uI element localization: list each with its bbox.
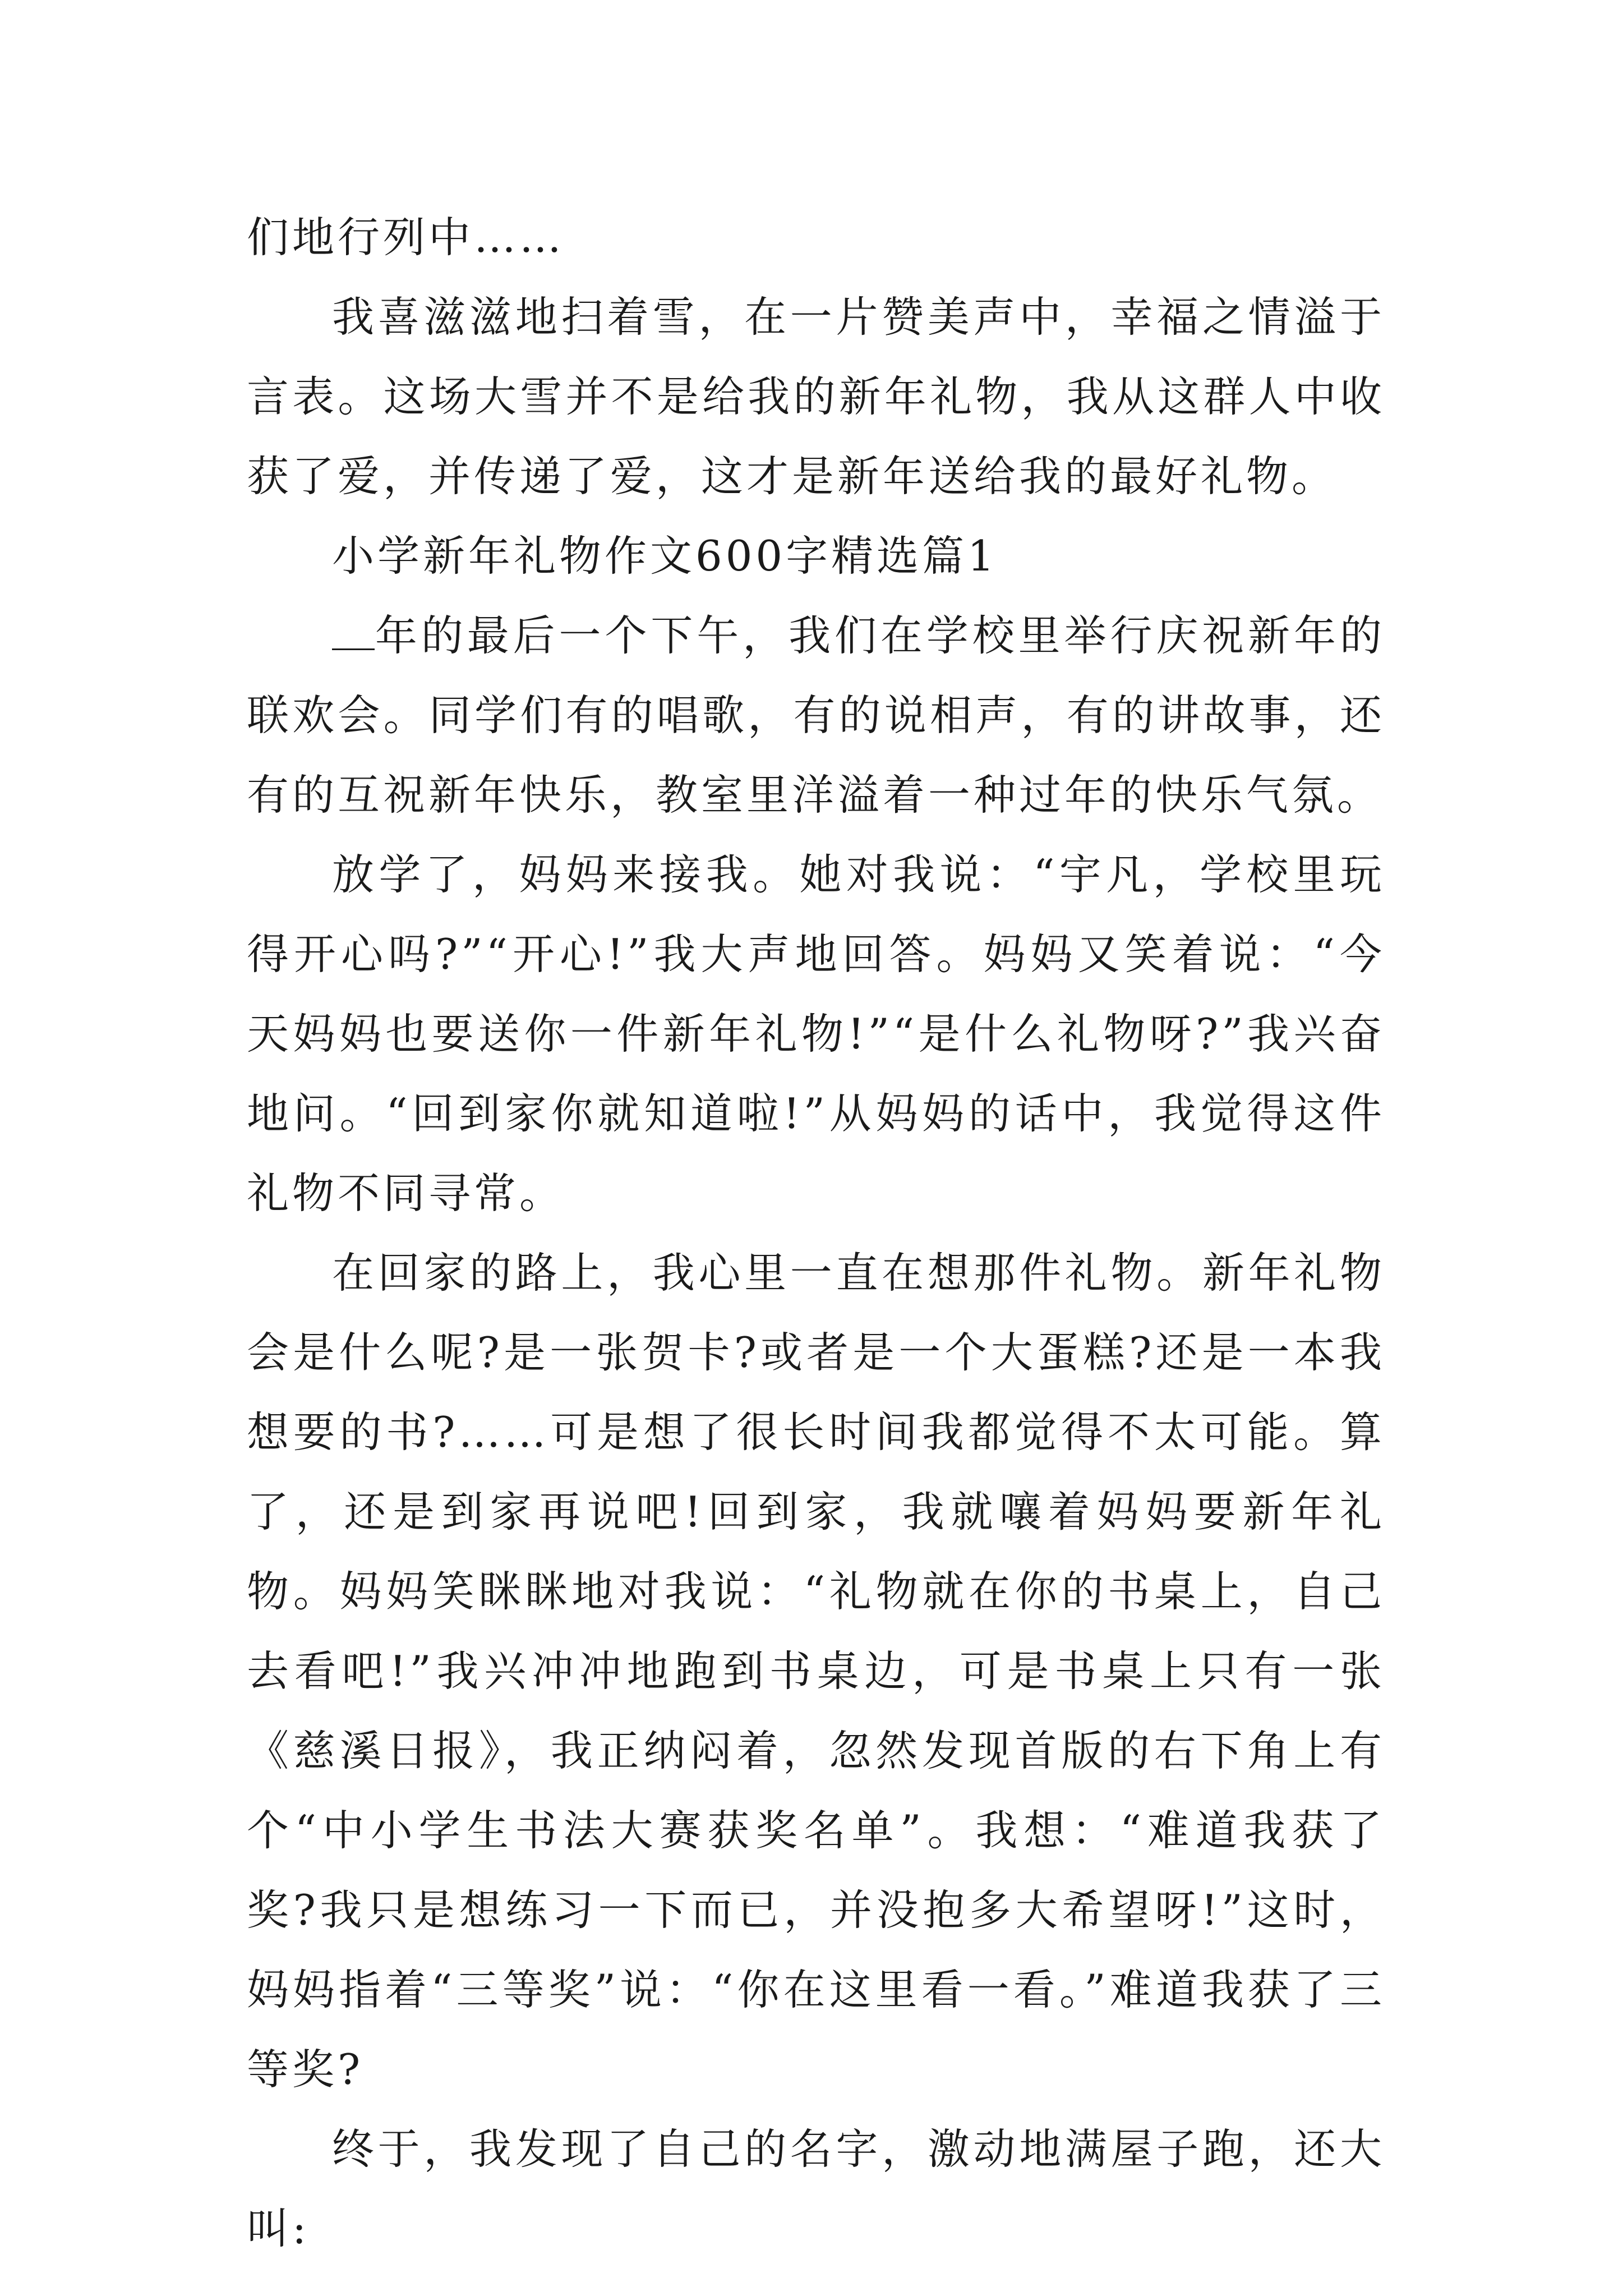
paragraph-after-school: 放学了，妈妈来接我。她对我说：“宇凡，学校里玩得开心吗?”“开心!”我大声地回答。妈妈又笑着说：“今天妈妈也要送你一件新年礼物!”“是什么礼物呀?”我兴奋地问。“回到家你就知道啦!”从妈妈的话中，我觉得这件礼物不同寻常。: [247, 850, 1385, 1218]
article-body: [247, 197, 1385, 2269]
paragraph-new-year-party-text: 年的最后一个下午，我们在学校里举行庆祝新年的联欢会。同学们有的唱歌，有的说相声，有的讲故事，还有的互祝新年快乐，教室里洋溢着一种过年的快乐气氛。: [247, 611, 1385, 820]
paragraph-new-year-party: [247, 596, 1385, 835]
paragraph-way-home: 在回家的路上，我心里一直在想那件礼物。新年礼物会是什么呢?是一张贺卡?或者是一个大蛋糕?还是一本我想要的书?……可是想了很长时间我都觉得不太可能。算了，还是到家再说吧!回到家，我就嚷着妈妈要新年礼物。妈妈笑眯眯地对我说：“礼物就在你的书桌上，自己去看吧!”我兴冲冲地跑到书桌边，可是书桌上只有一张《慈溪日报》，我正纳闷着，忽然发现首版的右下角上有个“中小学生书法大赛获奖名单”。我想：“难道我获了奖?我只是想练习一下而已，并没抱多大希望呀!”这时，妈妈指着“三等奖”说：“你在这里看一看。”难道我获了三等奖?: [247, 1248, 1385, 2094]
paragraph-snow-gift: 我喜滋滋地扫着雪，在一片赞美声中，幸福之情溢于言表。这场大雪并不是给我的新年礼物，我从这群人中收获了爱，并传递了爱，这才是新年送给我的最好礼物。: [247, 292, 1385, 501]
paragraph-continuation: 们地行列中……: [247, 213, 565, 262]
section-title: 小学新年礼物作文600字精选篇1: [332, 531, 998, 581]
paragraph-found-name: 终于，我发现了自己的名字，激动地满屋子跑，还大叫:: [247, 2124, 1385, 2253]
fill-in-blank: [332, 613, 375, 650]
